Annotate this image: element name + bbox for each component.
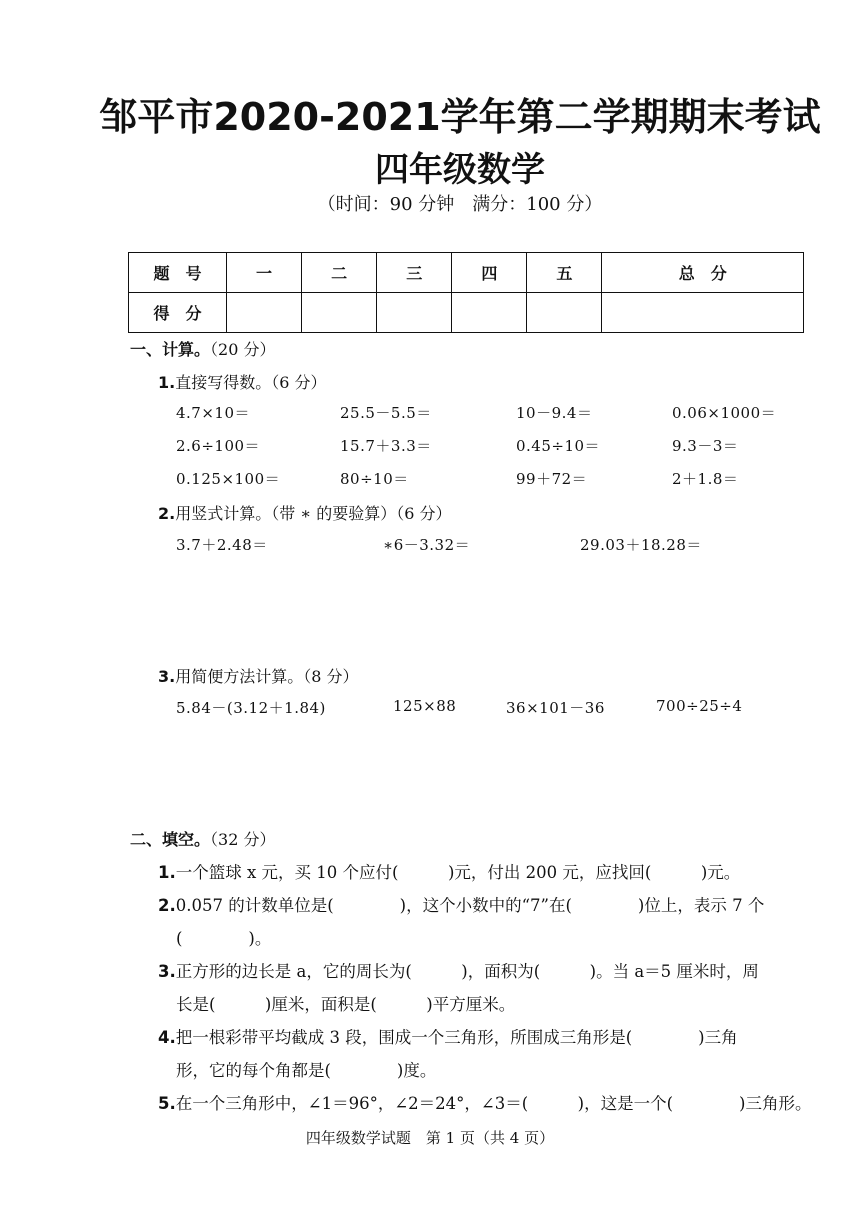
oral-item: 80÷10＝ xyxy=(340,470,409,488)
oral-item: 10－9.4＝ xyxy=(516,404,593,422)
simplify-item: 5.84－(3.12＋1.84) xyxy=(176,699,326,717)
fill-item xyxy=(158,1024,738,1048)
fill-item xyxy=(158,859,740,883)
q2-prompt xyxy=(158,501,452,524)
oral-item: 2＋1.8＝ xyxy=(672,470,739,488)
section1-title: 一、计算。 xyxy=(130,340,211,359)
score-input-cell[interactable] xyxy=(227,293,302,333)
oral-item: 0.45÷10＝ xyxy=(516,437,601,455)
fill-item-number: 2. xyxy=(158,896,176,915)
fill-item-text: 一个篮球 x 元，买 10 个应付( )元，付出 200 元，应找回( )元。 xyxy=(175,863,741,882)
fill-item-number: 1. xyxy=(158,863,176,882)
oral-item: 2.6÷100＝ xyxy=(176,437,261,455)
score-table-header-row xyxy=(129,253,804,293)
score-table-cell: 五 xyxy=(527,253,602,293)
simplify-item: 700÷25÷4 xyxy=(656,697,743,715)
score-table-cell: 总 分 xyxy=(602,253,804,293)
oral-item: 99＋72＝ xyxy=(516,470,588,488)
q1-number: 1. xyxy=(158,373,176,392)
score-input-cell[interactable] xyxy=(602,293,804,333)
score-table-cell: 题 号 xyxy=(129,253,227,293)
score-table-cell: 得 分 xyxy=(129,293,227,333)
score-input-cell[interactable] xyxy=(452,293,527,333)
section2-points: （32 分） xyxy=(210,830,276,849)
section2-title: 二、填空。 xyxy=(130,830,211,849)
q2-number: 2. xyxy=(158,504,176,523)
score-input-cell[interactable] xyxy=(377,293,452,333)
score-input-cell[interactable] xyxy=(527,293,602,333)
score-table xyxy=(128,252,804,333)
fill-item-continuation: 形，它的每个角都是( )度。 xyxy=(176,1061,437,1080)
vertical-calc-item: ∗6－3.32＝ xyxy=(383,536,471,554)
q1-text: 直接写得数。（6 分） xyxy=(175,373,327,392)
exam-info: （时间：90 分钟 满分：100 分） xyxy=(317,194,603,215)
fill-item-text: 在一个三角形中，∠1＝96°，∠2＝24°，∠3＝( )，这是一个( )三角形。 xyxy=(175,1094,812,1113)
q1-prompt xyxy=(158,370,327,393)
fill-item-continuation: ( )。 xyxy=(176,929,272,948)
simplify-item: 36×101－36 xyxy=(506,699,605,717)
oral-item: 9.3－3＝ xyxy=(672,437,739,455)
oral-item: 4.7×10＝ xyxy=(176,404,251,422)
score-table-cell: 四 xyxy=(452,253,527,293)
oral-item: 15.7＋3.3＝ xyxy=(340,437,432,455)
simplify-item: 125×88 xyxy=(393,697,457,715)
fill-item-text: 0.057 的计数单位是( )，这个小数中的“7”在( )位上，表示 7 个 xyxy=(175,896,765,915)
q3-prompt xyxy=(158,664,359,687)
page-footer: 四年级数学试题 第 1 页（共 4 页） xyxy=(305,1129,555,1147)
q3-text: 用简便方法计算。（8 分） xyxy=(175,667,359,686)
score-input-cell[interactable] xyxy=(302,293,377,333)
exam-title: 邹平市2020-2021学年第二学期期末考试 xyxy=(99,95,821,139)
score-table-cell: 一 xyxy=(227,253,302,293)
section2-heading xyxy=(130,827,275,850)
score-table-cell: 三 xyxy=(377,253,452,293)
fill-item-continuation: 长是( )厘米，面积是( )平方厘米。 xyxy=(176,995,516,1014)
q2-text: 用竖式计算。（带 ∗ 的要验算）（6 分） xyxy=(175,504,452,523)
score-table-cell: 二 xyxy=(302,253,377,293)
fill-item-number: 4. xyxy=(158,1028,176,1047)
section1-heading xyxy=(130,337,275,360)
score-table-score-row xyxy=(129,293,804,333)
exam-subtitle: 四年级数学 xyxy=(375,150,545,190)
fill-item xyxy=(158,892,764,916)
fill-item-number: 5. xyxy=(158,1094,176,1113)
vertical-calc-item: 29.03＋18.28＝ xyxy=(580,536,702,554)
oral-item: 0.06×1000＝ xyxy=(672,404,777,422)
fill-item xyxy=(158,1090,811,1114)
fill-item-text: 把一根彩带平均截成 3 段，围成一个三角形，所围成三角形是( )三角 xyxy=(175,1028,738,1047)
fill-item xyxy=(158,958,759,982)
oral-item: 0.125×100＝ xyxy=(176,470,281,488)
fill-item-number: 3. xyxy=(158,962,176,981)
section1-points: （20 分） xyxy=(210,340,276,359)
vertical-calc-item: 3.7＋2.48＝ xyxy=(176,536,268,554)
oral-item: 25.5－5.5＝ xyxy=(340,404,432,422)
fill-item-text: 正方形的边长是 a，它的周长为( )，面积为( )。当 a＝5 厘米时，周 xyxy=(175,962,759,981)
q3-number: 3. xyxy=(158,667,176,686)
